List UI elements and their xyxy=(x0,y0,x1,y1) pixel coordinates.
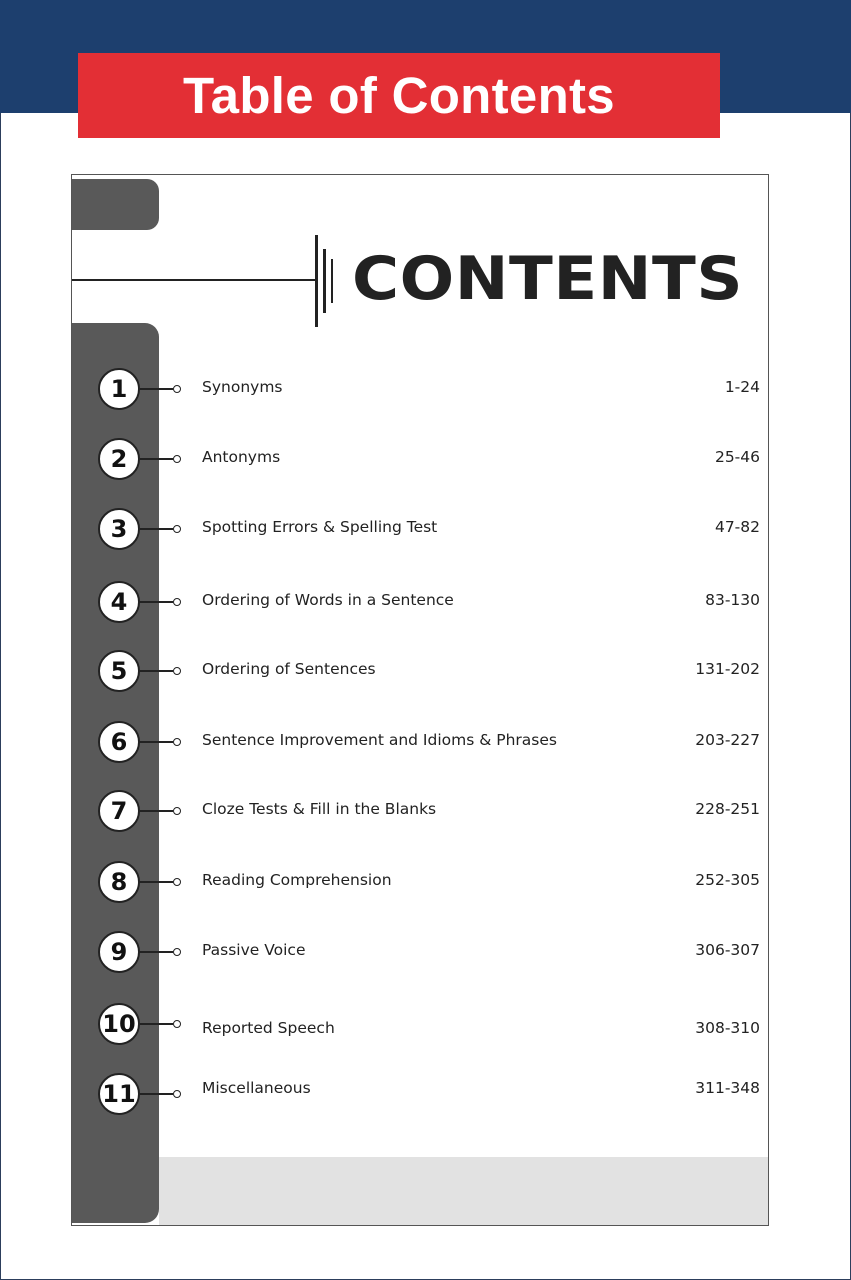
connector-line xyxy=(140,741,173,743)
page-range: 25-46 xyxy=(714,448,760,466)
heading-bar xyxy=(315,235,318,327)
heading-bar xyxy=(323,249,326,313)
page-range: 1-24 xyxy=(724,378,760,396)
page-range: 83-130 xyxy=(705,591,760,609)
heading-rule xyxy=(72,279,315,281)
footer-band xyxy=(159,1157,769,1225)
connector-line xyxy=(140,388,173,390)
toc-entry[interactable] xyxy=(72,1003,769,1049)
chapter-number: 1 xyxy=(98,368,140,410)
chapter-title: Reported Speech xyxy=(202,1019,335,1037)
title-banner xyxy=(78,53,720,138)
heading-bar xyxy=(331,259,333,303)
contents-heading: CONTENTS xyxy=(352,244,744,314)
chapter-number: 2 xyxy=(98,438,140,480)
connector-line xyxy=(140,1093,173,1095)
chapter-number: 4 xyxy=(98,581,140,623)
chapter-title: Sentence Improvement and Idioms & Phrases xyxy=(202,731,557,749)
chapter-title: Antonyms xyxy=(202,448,281,466)
connector-dot xyxy=(173,1090,181,1098)
chapter-number: 7 xyxy=(98,790,140,832)
toc-entry[interactable] xyxy=(72,650,769,696)
connector-dot xyxy=(173,525,181,533)
toc-entry[interactable] xyxy=(72,721,769,767)
chapter-number: 11 xyxy=(98,1073,140,1115)
page-title: Table of Contents xyxy=(183,67,615,124)
connector-dot xyxy=(173,807,181,815)
connector-dot xyxy=(173,738,181,746)
page-range: 306-307 xyxy=(695,941,760,959)
contents-page xyxy=(71,174,769,1226)
connector-dot xyxy=(173,948,181,956)
page-range: 47-82 xyxy=(714,518,760,536)
chapter-number: 6 xyxy=(98,721,140,763)
toc-entry[interactable] xyxy=(72,861,769,907)
page-range: 311-348 xyxy=(695,1079,760,1097)
chapter-number: 5 xyxy=(98,650,140,692)
connector-dot xyxy=(173,385,181,393)
toc-entry[interactable] xyxy=(72,790,769,836)
toc-entry[interactable] xyxy=(72,931,769,977)
connector-line xyxy=(140,951,173,953)
chapter-title: Reading Comprehension xyxy=(202,871,392,889)
chapter-title: Passive Voice xyxy=(202,941,306,959)
page-range: 252-305 xyxy=(695,871,760,889)
connector-line xyxy=(140,458,173,460)
toc-entry[interactable] xyxy=(72,368,769,414)
toc-entry[interactable] xyxy=(72,1073,769,1119)
connector-line xyxy=(140,670,173,672)
page-range: 131-202 xyxy=(695,660,760,678)
toc-entry[interactable] xyxy=(72,438,769,484)
top-tab xyxy=(71,179,159,230)
page-range: 308-310 xyxy=(695,1019,760,1037)
chapter-title: Spotting Errors & Spelling Test xyxy=(202,518,438,536)
toc-entry[interactable] xyxy=(72,581,769,627)
connector-dot xyxy=(173,1020,181,1028)
connector-dot xyxy=(173,667,181,675)
chapter-number: 8 xyxy=(98,861,140,903)
toc-entry[interactable] xyxy=(72,508,769,554)
chapter-title: Ordering of Sentences xyxy=(202,660,376,678)
connector-line xyxy=(140,810,173,812)
connector-line xyxy=(140,881,173,883)
chapter-title: Miscellaneous xyxy=(202,1079,311,1097)
connector-line xyxy=(140,601,173,603)
chapter-number: 9 xyxy=(98,931,140,973)
connector-line xyxy=(140,1023,173,1025)
chapter-title: Cloze Tests & Fill in the Blanks xyxy=(202,800,437,818)
connector-line xyxy=(140,528,173,530)
page-range: 228-251 xyxy=(695,800,760,818)
chapter-number: 10 xyxy=(98,1003,140,1045)
chapter-number: 3 xyxy=(98,508,140,550)
chapter-title: Synonyms xyxy=(202,378,283,396)
chapter-title: Ordering of Words in a Sentence xyxy=(202,591,454,609)
connector-dot xyxy=(173,598,181,606)
connector-dot xyxy=(173,878,181,886)
page-range: 203-227 xyxy=(695,731,760,749)
connector-dot xyxy=(173,455,181,463)
